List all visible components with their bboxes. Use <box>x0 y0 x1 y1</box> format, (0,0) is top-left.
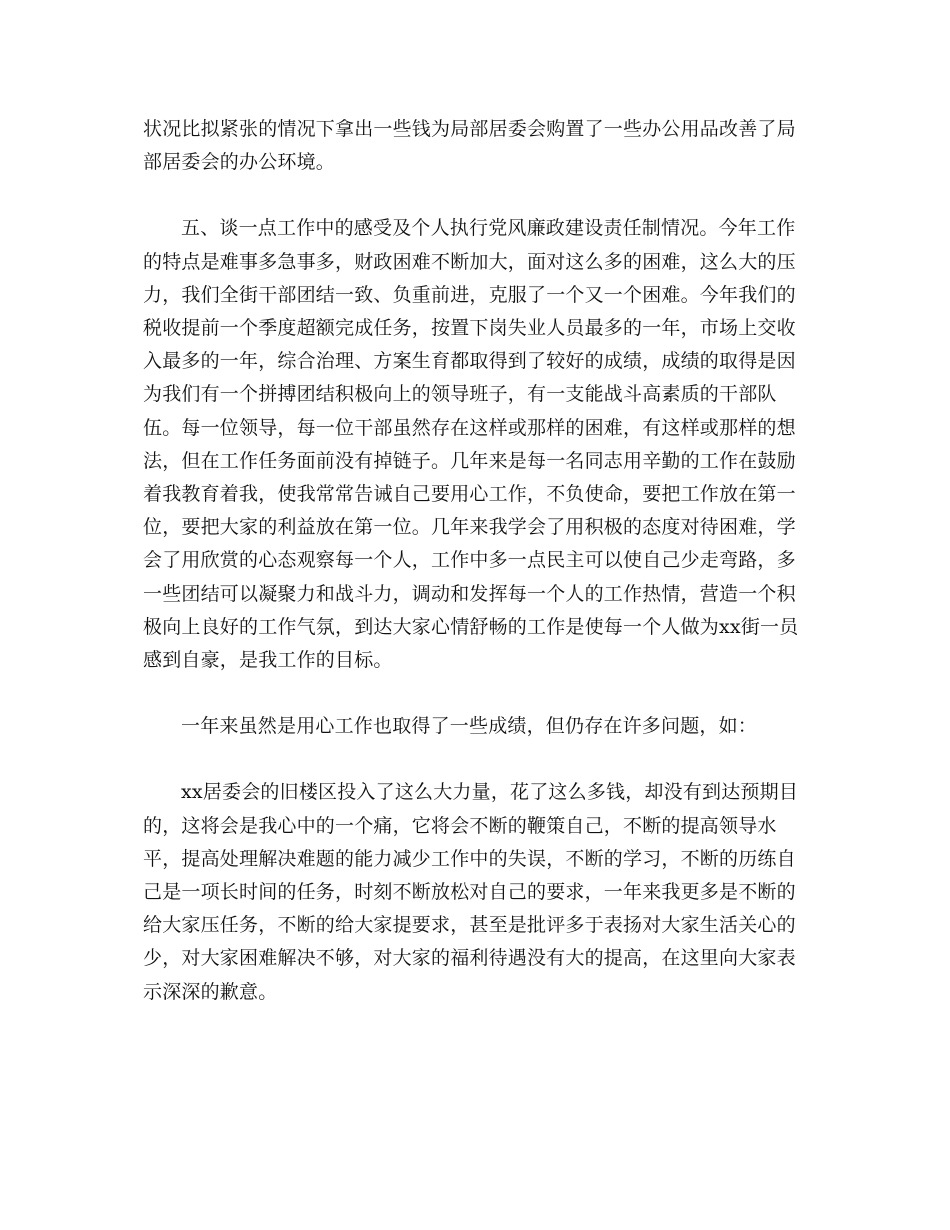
paragraph-gap <box>143 677 805 710</box>
paragraph-gap <box>143 179 805 212</box>
document-body <box>143 113 805 1009</box>
paragraph-gap <box>143 743 805 776</box>
paragraph-problems-intro: 一年来虽然是用心工作也取得了一些成绩，但仍存在许多问题，如： <box>181 715 758 738</box>
paragraph-section-five: 五、谈一点工作中的感受及个人执行党风廉政建设责任制情况。今年工作的特点是难事多急事多，财政困难不断加大，面对这么多的困难，这么大的压力，我们全街干部团结一致、负重前进，克服了一个又一个困难。今年我们的税收提前一个季度超额完成任务，按置下岗失业人员最多的一年，市场上交收入最多的一年，综合治理、方案生育都取得到了较好的成绩，成绩的取得是因为我们有一个拼搏团结积极向上的领导班子，有一支能战斗高素质的干部队伍。每一位领导，每一位干部虽然存在这样或那样的困难，有这样或那样的想法，但在工作任务面前没有掉链子。几年来是每一名同志用辛勤的工作在鼓励着我教育着我，使我常常告诫自己要用心工作，不负使命，要把工作放在第一位，要把大家的利益放在第一位。几年来我学会了用积极的态度对待困难，学会了用欣赏的心态观察每一个人，工作中多一点民主可以使自己少走弯路，多一些团结可以凝聚力和战斗力，调动和发挥每一个人的工作热情，营造一个积极向上良好的工作气氛，到达大家心情舒畅的工作是使每一个人做为xx街一员感到自豪，是我工作的目标。 <box>143 217 799 672</box>
paragraph-reflection: xx居委会的旧楼区投入了这么大力量，花了这么多钱，却没有到达预期目的，这将会是我心中的一个痛，它将会不断的鞭策自己，不断的提高领导水平，提高处理解决难题的能力减少工作中的失误，不断的学习，不断的历练自己是一项长时间的任务，时刻不断放松对自己的要求，一年来我更多是不断的给大家压任务，不断的给大家提要求，甚至是批评多于表扬对大家生活关心的少，对大家困难解决不够，对大家的福利待遇没有大的提高，在这里向大家表示深深的歉意。 <box>143 781 799 1003</box>
paragraph-continuation: 状况比拟紧张的情况下拿出一些钱为局部居委会购置了一些办公用品改善了局部居委会的办公环境。 <box>143 118 796 174</box>
